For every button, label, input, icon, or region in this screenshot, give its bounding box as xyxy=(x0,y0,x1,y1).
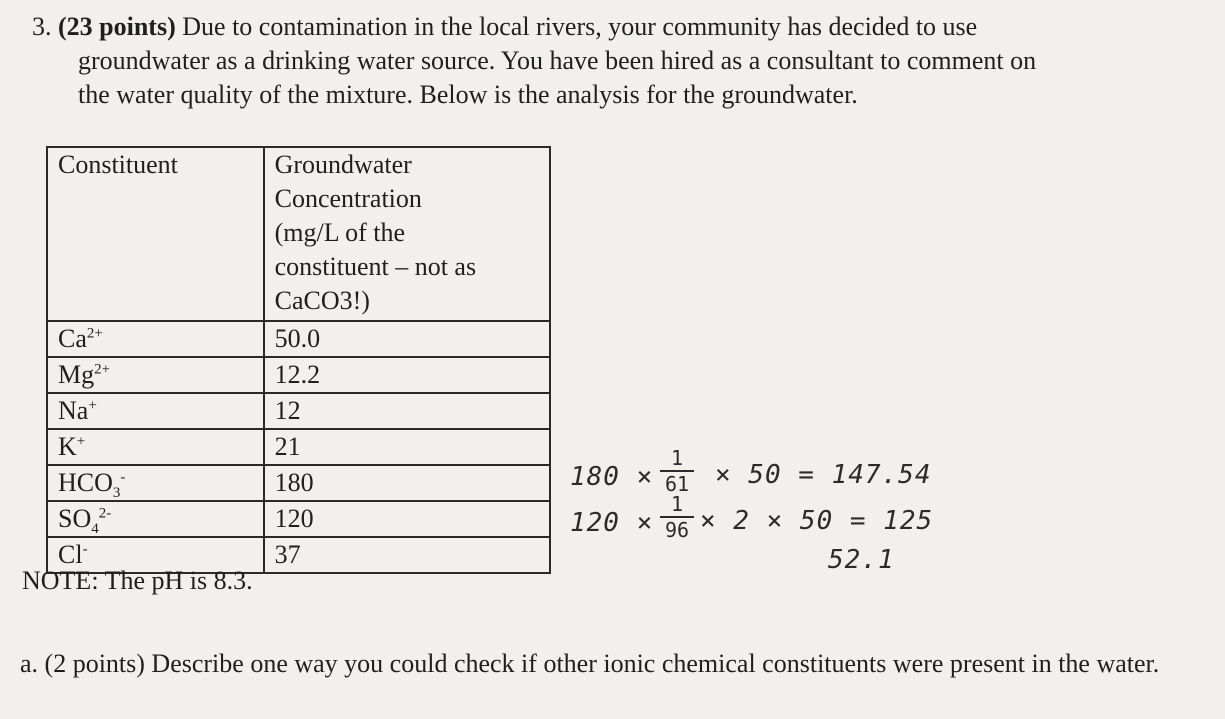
header-concentration-line: Concentration xyxy=(274,184,422,213)
part-a-label: a. (2 points) xyxy=(20,649,145,678)
question-number: 3. xyxy=(32,12,52,41)
table-row xyxy=(47,393,550,429)
question-points: (23 points) xyxy=(58,12,176,41)
header-constituent: Constituent xyxy=(47,147,264,321)
question-text-line3: the water quality of the mixture. Below is the analysis for the groundwater. xyxy=(78,80,858,109)
question-text-line1: Due to contamination in the local rivers, your community has decided to use xyxy=(182,12,978,41)
ion-cell: $Ca^{2+}$ xyxy=(47,321,264,357)
handwriting-fraction2 xyxy=(655,492,699,542)
concentration-cell: 12.2 xyxy=(264,357,550,393)
concentration-cell: 12 xyxy=(264,393,550,429)
table-row xyxy=(47,465,550,501)
fraction2-denominator: 96 xyxy=(664,518,690,542)
ion-cell: $SO_4^{2-}$ xyxy=(47,501,264,537)
table-row xyxy=(47,501,550,537)
header-concentration-line: CaCO3!) xyxy=(274,286,370,315)
concentration-cell: 21 xyxy=(264,429,550,465)
handwriting-line3: 52.1 xyxy=(828,545,895,575)
ion-cell: Cl- xyxy=(47,537,264,573)
header-concentration-line: constituent – not as xyxy=(274,252,477,281)
header-concentration xyxy=(264,147,550,321)
header-concentration-line: Groundwater xyxy=(274,150,412,179)
groundwater-analysis-table xyxy=(46,146,551,574)
table-row xyxy=(47,357,550,393)
ion-cell: $HCO_3^-$ xyxy=(47,465,264,501)
concentration-cell: 180 xyxy=(264,465,550,501)
ph-note: NOTE: The pH is 8.3. xyxy=(22,566,253,595)
table-row xyxy=(47,321,550,357)
table-row xyxy=(47,429,550,465)
handwriting-line1-left: 180 × xyxy=(570,462,654,492)
header-concentration-line: (mg/L of the xyxy=(274,218,406,247)
ion-cell: K+ xyxy=(47,429,264,465)
question-header xyxy=(32,10,1182,112)
concentration-cell: 50.0 xyxy=(264,321,550,357)
fraction2-numerator: 1 xyxy=(670,492,684,516)
ion-cell: Na+ xyxy=(47,393,264,429)
fraction1-denominator: 61 xyxy=(664,472,690,496)
part-a-text: Describe one way you could check if other ionic chemical constituents were present in the water. xyxy=(151,649,1160,678)
part-a-question xyxy=(20,648,1200,680)
handwriting-line1-right: × 50 = 147.54 xyxy=(715,460,932,490)
handwriting-line2-left: 120 × xyxy=(570,508,654,538)
handwriting-fraction1 xyxy=(655,446,699,496)
fraction1-numerator: 1 xyxy=(670,446,684,470)
question-text-line2: groundwater as a drinking water source. You have been hired as a consultant to comment on xyxy=(78,46,1037,75)
handwriting-line2-right: × 2 × 50 = 125 xyxy=(700,506,934,536)
concentration-cell: 37 xyxy=(264,537,550,573)
concentration-cell: 120 xyxy=(264,501,550,537)
ion-cell: $Mg^{2+}$ xyxy=(47,357,264,393)
